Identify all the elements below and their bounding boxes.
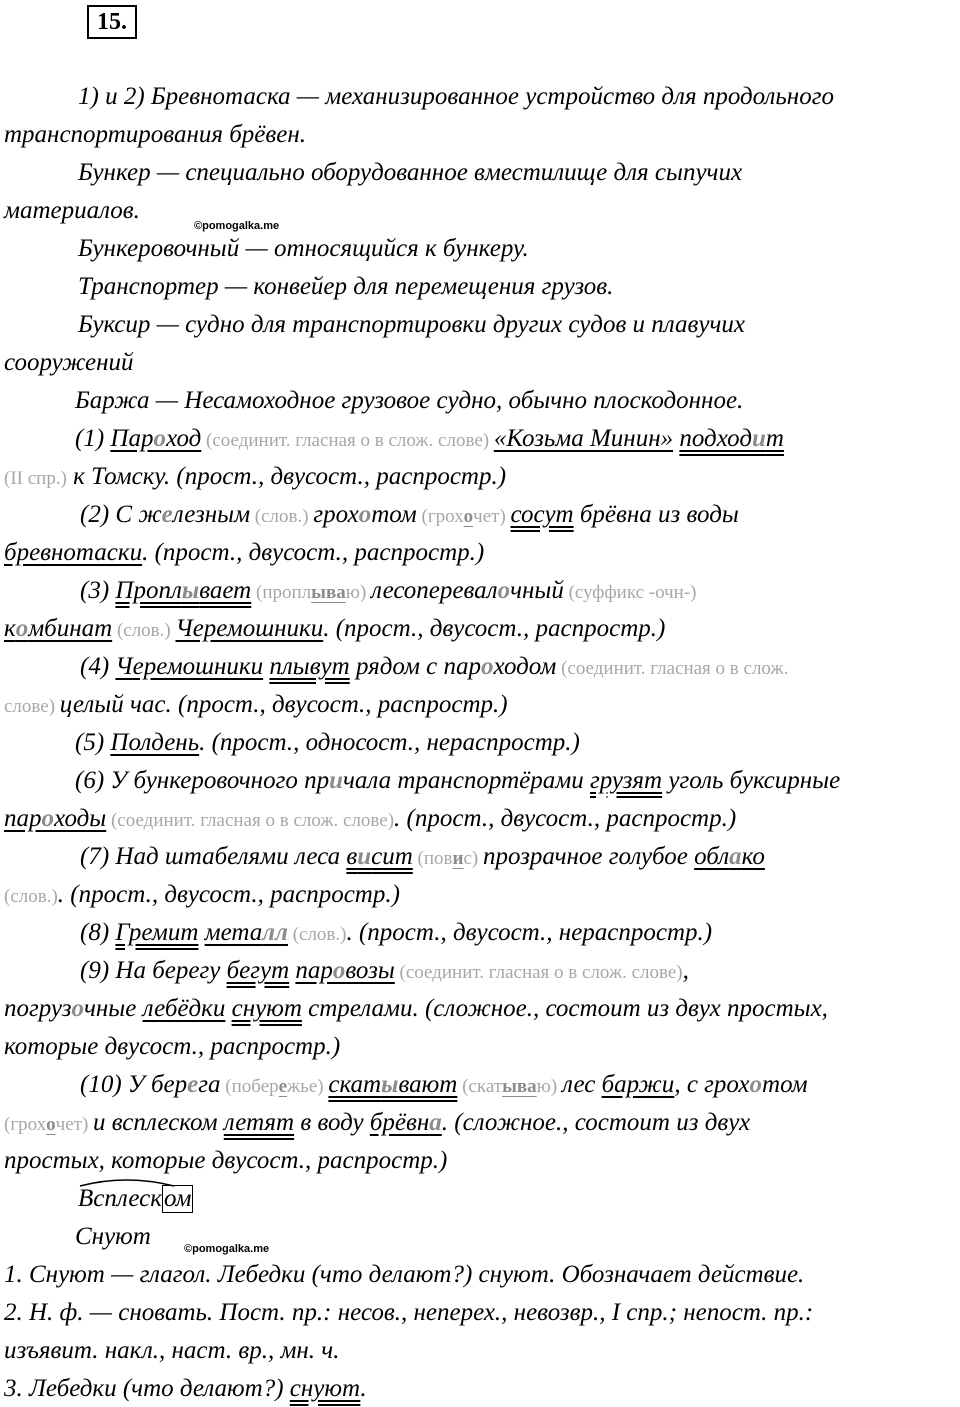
analysis-point-3: 3. Лебедки (что делают?) снуют. [4, 1375, 367, 1402]
subject-word: баржи [601, 1071, 675, 1098]
subject-word: «Козьма Минин» [493, 425, 674, 452]
note: (соединит. гласная о в слож. слове) [394, 962, 683, 983]
root-arc-icon [78, 1177, 188, 1187]
note: (скатываю) [457, 1076, 562, 1097]
sentence-10-line-1: (10) У берега (побережье) скатывают (скатываю) лес баржи, с грохотом [80, 1071, 808, 1098]
predicate-word: скатывают [328, 1071, 458, 1098]
word-morphemes: Всплеском [78, 1181, 193, 1217]
definition-line: Транспортер — конвейер для перемещения грузов. [78, 273, 614, 300]
sentence-2-line-2: бревнотаски. (прост., двусост., распростр.) [4, 539, 485, 566]
predicate-word: сосут [510, 501, 574, 528]
subject-word: комбинат [4, 615, 113, 642]
subject-word: пароходы [4, 805, 107, 832]
predicate-word: снуют [231, 995, 302, 1022]
predicate-word: грузят [589, 767, 663, 794]
sentence-10-line-2: (грохочет) и всплеском летят в воду брёвна. (сложное., состоит из двух [4, 1109, 751, 1136]
watermark: ©pomogalka.me [184, 1243, 270, 1255]
sentence-7-line-2: (слов.). (прост., двусост., распростр.) [4, 881, 400, 908]
sentence-5: (5) Полдень. (прост., односост., нераспростр.) [75, 729, 580, 756]
definition-line: 1) и 2) Бревнотаска — механизированное устройство для продольного [78, 83, 834, 110]
subject-word: Пароход [110, 425, 202, 452]
note: (слов.) [250, 506, 314, 527]
sentence-6-line-2: пароходы (соединит. гласная о в слож. слове). (прост., двусост., распростр.) [4, 805, 737, 832]
note: (слов.) [112, 620, 176, 641]
note: слове) [4, 696, 60, 717]
subject-word: паровозы [295, 957, 395, 984]
sentence-6-line-1: (6) У бункеровочного причала транспортёрами грузят уголь буксирные [75, 767, 841, 794]
sentence-2-line-1: (2) С железным (слов.) грохотом (грохочет) сосут брёвна из воды [80, 501, 739, 528]
predicate-word: подходит [679, 425, 784, 452]
sentence-10-line-3: простых, которые двусост., распростр.) [4, 1147, 448, 1174]
subject-word: Черемошники [115, 653, 264, 680]
note: (побережье) [220, 1076, 329, 1097]
sentence-1-line-2: (II спр.) к Томску. (прост., двусост., распростр.) [4, 463, 507, 490]
note: (повис) [412, 848, 483, 869]
definition-line: сооружений [4, 349, 134, 376]
sentence-4-line-2: слове) целый час. (прост., двусост., распростр.) [4, 691, 508, 718]
note: (проплываю) [251, 582, 372, 603]
note: (грохочет) [416, 506, 511, 527]
definition-line: материалов. [4, 197, 140, 224]
analysis-word: Снуют [75, 1223, 151, 1250]
definition-line: Буксир — судно для транспортировки других судов и плавучих [78, 311, 745, 338]
note: (соединит. гласная о в слож. [556, 658, 789, 679]
subject-word: металл [204, 919, 288, 946]
subject-word: брёвна [369, 1109, 442, 1136]
predicate-word: снуют [289, 1375, 361, 1402]
sentence-9-line-1: (9) На берегу бегут паровозы (соединит. гласная о в слож. слове), [80, 957, 689, 984]
morphemic-analysis [78, 1181, 960, 1217]
ending-box: ом [163, 1185, 192, 1212]
sentence-3-line-2: комбинат (слов.) Черемошники. (прост., двусост., распростр.) [4, 615, 666, 642]
sentence-9-line-3: которые двусост., распростр.) [4, 1033, 341, 1060]
definition-line: Баржа — Несамоходное грузовое судно, обычно плоскодонное. [75, 387, 744, 414]
predicate-word: Проплывает [115, 577, 252, 604]
note: (слов.) [287, 924, 347, 945]
definition-line: транспортирования брёвен. [4, 121, 307, 148]
task-number: 15. [87, 5, 137, 39]
note: (соединит. гласная о в слож. слове) [106, 810, 395, 831]
watermark: ©pomogalka.me [194, 220, 280, 232]
predicate-word: летят [223, 1109, 295, 1136]
note: (суффикс -очн-) [563, 582, 697, 603]
analysis-point-2: 2. Н. ф. — сновать. Пост. пр.: несов., неперех., невозвр., I спр.; непост. пр.: [4, 1299, 814, 1326]
subject-word: облако [694, 843, 765, 870]
subject-word: бревнотаски [4, 539, 143, 566]
sentence-4-line-1: (4) Черемошники плывут рядом с пароходом (соединит. гласная о в слож. [80, 653, 789, 680]
subject-word: Полдень [110, 729, 200, 756]
analysis-point-2-cont: изъявит. накл., наст. вр., мн. ч. [4, 1337, 340, 1364]
subject-word: Черемошники [175, 615, 324, 642]
note: (грохочет) [4, 1114, 94, 1135]
note: (соединит. гласная о в слож. слове) [201, 430, 494, 451]
definition-line: Бункеровочный — относящийся к бункеру. [78, 235, 529, 262]
analysis-point-1: 1. Снуют — глагол. Лебедки (что делают?) снуют. Обозначает действие. [4, 1261, 805, 1288]
sentence-9-line-2: погрузочные лебёдки снуют стрелами. (сложное., состоит из двух простых, [4, 995, 828, 1022]
predicate-word: бегут [226, 957, 290, 984]
sentence-7-line-1: (7) Над штабелями леса висит (повис) прозрачное голубое облако [80, 843, 765, 870]
note: (слов.) [4, 886, 58, 907]
predicate-word: Гремит [115, 919, 199, 946]
predicate-word: висит [346, 843, 413, 870]
predicate-word: плывут [269, 653, 350, 680]
sentence-1-line-1: (1) Пароход (соединит. гласная о в слож. слове) «Козьма Минин» подходит [75, 425, 784, 452]
sentence-3-line-1: (3) Проплывает (проплываю) лесоперевалочный (суффикс -очн-) [80, 577, 697, 604]
subject-word: лебёдки [142, 995, 226, 1022]
sentence-8: (8) Гремит металл (слов.). (прост., двусост., нераспростр.) [80, 919, 713, 946]
note: (II спр.) [4, 468, 67, 489]
definition-line: Бункер — специально оборудованное вместилище для сыпучих [78, 159, 743, 186]
